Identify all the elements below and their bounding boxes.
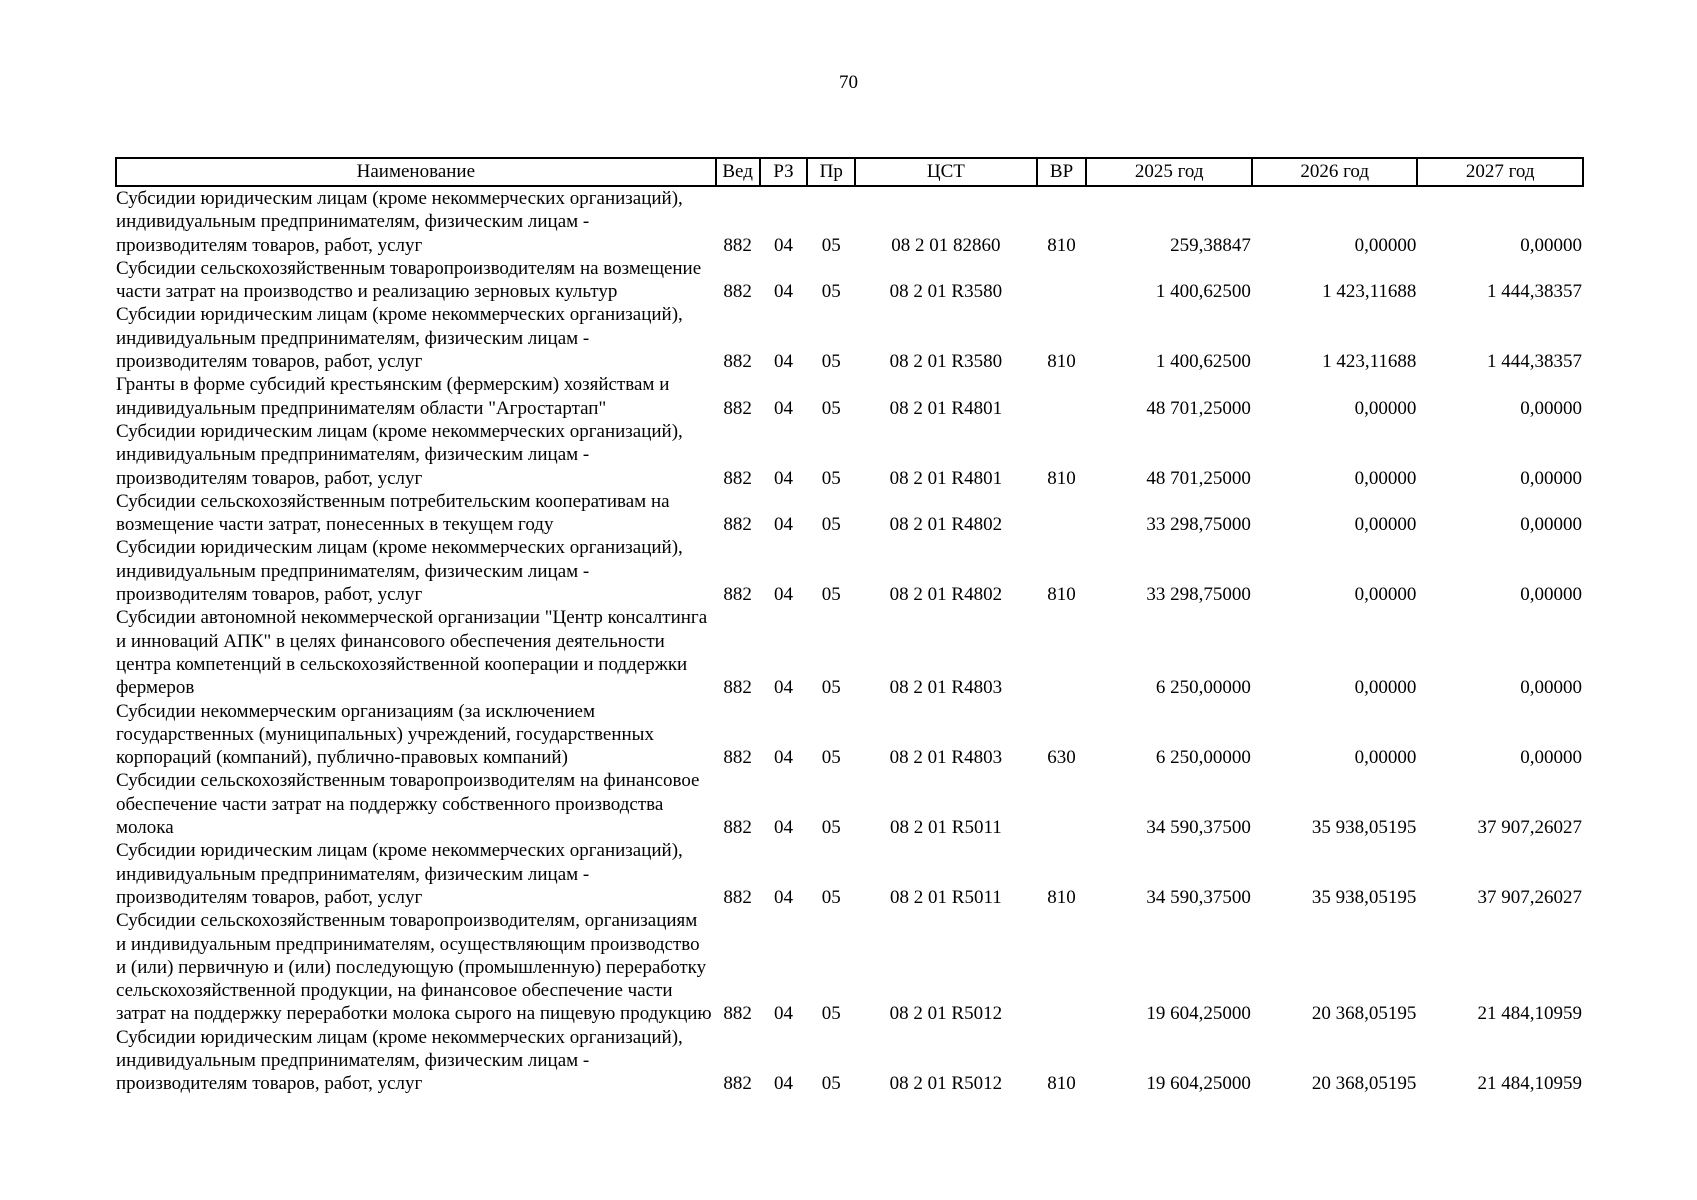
row-pr: 05 — [821, 886, 841, 908]
row-2026: 35 938,05195 — [1311, 817, 1417, 839]
table-row — [116, 257, 1583, 304]
row-vr: 630 — [1047, 747, 1076, 769]
row-2025: 33 298,75000 — [1146, 514, 1251, 536]
row-pr: 05 — [821, 397, 841, 419]
row-2026: 0,00000 — [1354, 747, 1417, 769]
row-2026: 1 423,11688 — [1322, 281, 1417, 303]
row-ved: 882 — [723, 886, 752, 908]
row-2027: 1 444,38357 — [1487, 351, 1582, 373]
row-2026: 0,00000 — [1354, 467, 1417, 489]
row-2025: 19 604,25000 — [1146, 1003, 1251, 1025]
row-vr — [1037, 373, 1087, 420]
row-rz: 04 — [773, 1003, 793, 1025]
table-row — [116, 909, 1583, 1025]
row-cst: 08 2 01 R4803 — [889, 747, 1003, 769]
row-ved: 882 — [723, 584, 752, 606]
row-vr: 810 — [1047, 1073, 1076, 1095]
row-vr — [1037, 606, 1087, 699]
row-2027: 0,00000 — [1520, 467, 1582, 489]
row-rz: 04 — [773, 514, 793, 536]
row-cst: 08 2 01 R4802 — [889, 514, 1003, 536]
header-vr: ВР — [1037, 158, 1087, 186]
row-2025: 34 590,37500 — [1146, 886, 1251, 908]
header-2027: 2027 год — [1417, 158, 1583, 186]
table-row — [116, 839, 1583, 909]
row-pr: 05 — [821, 467, 841, 489]
row-cst: 08 2 01 R4801 — [889, 397, 1003, 419]
row-ved: 882 — [723, 281, 752, 303]
row-2027: 0,00000 — [1520, 514, 1582, 536]
table-row — [116, 373, 1583, 420]
row-name: Субсидии автономной некоммерческой организации "Центр консалтинга и инноваций АПК" в целях финансового обеспечения деятельности центра компетенций в сельскохозяйственной кооперации и поддержки фермеров — [116, 607, 708, 699]
row-2026: 1 423,11688 — [1322, 351, 1417, 373]
row-ved: 882 — [723, 747, 752, 769]
header-pr: Пр — [807, 158, 855, 186]
row-2026: 0,00000 — [1354, 584, 1417, 606]
row-vr — [1037, 257, 1087, 304]
row-2027: 0,00000 — [1520, 584, 1582, 606]
row-rz: 04 — [773, 281, 793, 303]
row-2027: 21 484,10959 — [1477, 1073, 1582, 1095]
row-pr: 05 — [821, 584, 841, 606]
row-ved: 882 — [723, 397, 752, 419]
header-2025: 2025 год — [1086, 158, 1252, 186]
row-name: Субсидии юридическим лицам (кроме некоммерческих организаций), индивидуальным предпринимателям, физическим лицам - производителям товаров, работ, услуг — [116, 188, 683, 256]
row-rz: 04 — [773, 234, 793, 256]
row-pr: 05 — [821, 514, 841, 536]
row-cst: 08 2 01 R4803 — [889, 677, 1003, 699]
row-cst: 08 2 01 R4801 — [889, 467, 1003, 489]
row-name: Субсидии юридическим лицам (кроме некоммерческих организаций), индивидуальным предпринимателям, физическим лицам - производителям товаров, работ, услуг — [116, 537, 683, 606]
row-2025: 6 250,00000 — [1155, 747, 1251, 769]
row-rz: 04 — [773, 467, 793, 489]
row-2026: 0,00000 — [1354, 397, 1417, 419]
row-2025: 34 590,37500 — [1146, 817, 1251, 839]
row-cst: 08 2 01 82860 — [891, 234, 1001, 256]
row-vr: 810 — [1047, 467, 1076, 489]
row-name: Субсидии сельскохозяйственным потребительским кооперативам на возмещение части затрат, понесенных в текущем году — [116, 490, 670, 536]
table-row — [116, 700, 1583, 770]
header-name: Наименование — [116, 158, 716, 186]
row-2025: 1 400,62500 — [1155, 281, 1251, 303]
row-pr: 05 — [821, 1073, 841, 1095]
row-cst: 08 2 01 R3580 — [889, 351, 1003, 373]
row-ved: 882 — [723, 677, 752, 699]
row-ved: 882 — [723, 1003, 752, 1025]
table-row — [116, 303, 1583, 373]
row-cst: 08 2 01 R5011 — [890, 817, 1002, 839]
row-2027: 1 444,38357 — [1487, 281, 1582, 303]
row-ved: 882 — [723, 817, 752, 839]
row-pr: 05 — [821, 817, 841, 839]
row-2025: 259,38847 — [1170, 234, 1251, 256]
row-pr: 05 — [821, 351, 841, 373]
row-vr — [1037, 490, 1087, 537]
row-cst: 08 2 01 R4802 — [889, 584, 1003, 606]
row-vr: 810 — [1047, 584, 1076, 606]
row-ved: 882 — [723, 467, 752, 489]
row-2026: 20 368,05195 — [1311, 1003, 1417, 1025]
table-row — [116, 1026, 1583, 1096]
header-2026: 2026 год — [1252, 158, 1418, 186]
row-cst: 08 2 01 R5012 — [889, 1003, 1003, 1025]
row-name: Субсидии сельскохозяйственным товаропроизводителям, организациям и индивидуальным предпринимателям, осуществляющим производство и (или) первичную и (или) последующую (промышленную) переработку сельскохозяйственной продукции, на финансовое обеспечение части затрат на поддержку переработки молока сырого на пищевую продукцию — [116, 910, 712, 1025]
row-rz: 04 — [773, 397, 793, 419]
row-vr — [1037, 909, 1087, 1025]
header-ved: Вед — [716, 158, 760, 186]
row-cst: 08 2 01 R5011 — [890, 886, 1002, 908]
row-2027: 21 484,10959 — [1477, 1003, 1582, 1025]
row-pr: 05 — [821, 747, 841, 769]
row-rz: 04 — [773, 1073, 793, 1095]
row-rz: 04 — [773, 584, 793, 606]
row-vr — [1037, 769, 1087, 839]
table-header — [116, 158, 1583, 186]
table-body — [116, 186, 1583, 1096]
row-vr: 810 — [1047, 351, 1076, 373]
row-rz: 04 — [773, 747, 793, 769]
row-2025: 48 701,25000 — [1146, 397, 1251, 419]
row-name: Субсидии некоммерческим организациям (за исключением государственных (муниципальных) учреждений, государственных корпораций (компаний), публично-правовых компаний) — [116, 700, 654, 769]
header-cst: ЦСТ — [855, 158, 1036, 186]
row-2026: 0,00000 — [1354, 234, 1417, 256]
row-rz: 04 — [773, 351, 793, 373]
header-rz: РЗ — [760, 158, 808, 186]
row-2027: 0,00000 — [1520, 234, 1582, 256]
row-name: Субсидии юридическим лицам (кроме некоммерческих организаций), индивидуальным предпринимателям, физическим лицам - производителям товаров, работ, услуг — [116, 1026, 683, 1095]
row-2026: 0,00000 — [1354, 677, 1417, 699]
budget-table — [115, 157, 1584, 1096]
row-2025: 19 604,25000 — [1146, 1073, 1251, 1095]
row-vr: 810 — [1047, 886, 1076, 908]
row-cst: 08 2 01 R3580 — [889, 281, 1003, 303]
row-name: Субсидии юридическим лицам (кроме некоммерческих организаций), индивидуальным предпринимателям, физическим лицам - производителям товаров, работ, услуг — [116, 304, 683, 373]
row-rz: 04 — [773, 677, 793, 699]
row-pr: 05 — [821, 1003, 841, 1025]
row-name: Субсидии юридическим лицам (кроме некоммерческих организаций), индивидуальным предпринимателям, физическим лицам - производителям товаров, работ, услуг — [116, 420, 683, 489]
row-2027: 0,00000 — [1520, 677, 1582, 699]
row-2026: 35 938,05195 — [1311, 886, 1417, 908]
row-pr: 05 — [821, 234, 841, 256]
row-pr: 05 — [821, 281, 841, 303]
row-2026: 20 368,05195 — [1311, 1073, 1417, 1095]
row-2025: 33 298,75000 — [1146, 584, 1251, 606]
row-ved: 882 — [723, 234, 752, 256]
table-row — [116, 420, 1583, 490]
row-2025: 48 701,25000 — [1146, 467, 1251, 489]
table-row — [116, 490, 1583, 537]
row-rz: 04 — [773, 886, 793, 908]
table-row — [116, 606, 1583, 699]
row-vr: 810 — [1047, 234, 1076, 256]
row-2027: 0,00000 — [1520, 747, 1582, 769]
row-name: Гранты в форме субсидий крестьянским (фермерским) хозяйствам и индивидуальным предпринимателям области "Агростартап" — [116, 374, 670, 419]
table-row — [116, 536, 1583, 606]
page-number: 70 — [839, 72, 858, 93]
row-2025: 1 400,62500 — [1155, 351, 1251, 373]
row-2027: 37 907,26027 — [1477, 817, 1582, 839]
row-name: Субсидии юридическим лицам (кроме некоммерческих организаций), индивидуальным предпринимателям, физическим лицам - производителям товаров, работ, услуг — [116, 840, 683, 908]
row-2026: 0,00000 — [1354, 514, 1417, 536]
row-cst: 08 2 01 R5012 — [889, 1073, 1003, 1095]
table-row — [116, 186, 1583, 257]
row-2025: 6 250,00000 — [1155, 677, 1251, 699]
row-name: Субсидии сельскохозяйственным товаропроизводителям на возмещение части затрат на производство и реализацию зерновых культур — [116, 257, 702, 303]
row-name: Субсидии сельскохозяйственным товаропроизводителям на финансовое обеспечение части затрат на поддержку собственного производства молока — [116, 770, 700, 839]
row-ved: 882 — [723, 351, 752, 373]
row-rz: 04 — [773, 817, 793, 839]
table-row — [116, 769, 1583, 839]
row-2027: 0,00000 — [1520, 397, 1582, 419]
row-pr: 05 — [821, 677, 841, 699]
row-ved: 882 — [723, 514, 752, 536]
row-ved: 882 — [723, 1073, 752, 1095]
row-2027: 37 907,26027 — [1477, 886, 1582, 908]
